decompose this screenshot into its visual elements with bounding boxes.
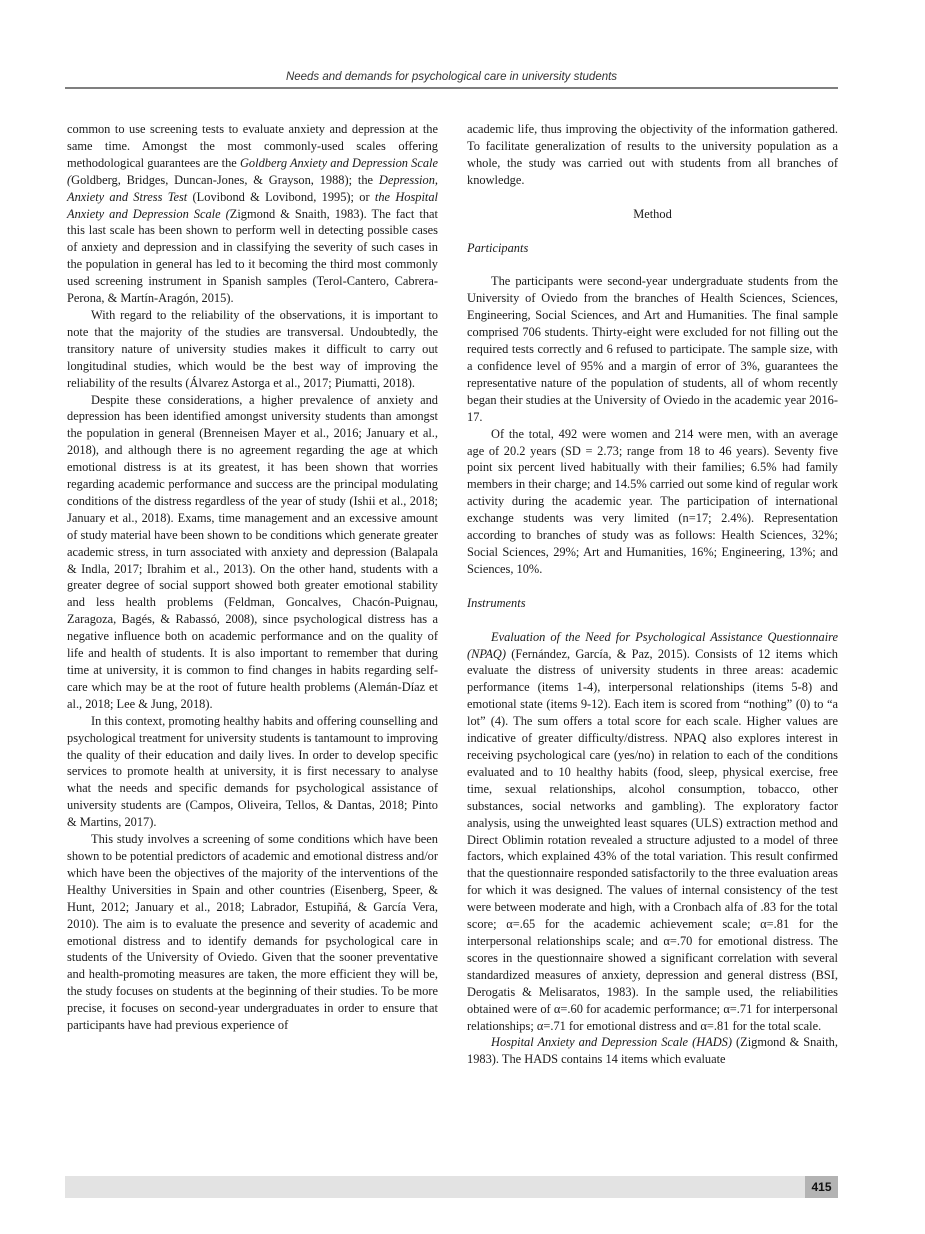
page-number: 415 — [805, 1176, 838, 1198]
paragraph: This study involves a screening of some conditions which have been shown to be potential predictors of academic and emotional distress and/or which have been the objectives of the majority of the interventions of the Healthy Universities in Spain and other countries (Eisenberg, Speer, & Hunt, 2012; January et al., 2018; Labrador, Estupiñá, & García Vera, 2010). The aim is to evaluate the presence and severity of academic and emotional distress and to identify demands for psychological care in students of the University of Oviedo. Given that the sooner preventative and health-promoting measures are taken, the more efficient they will be, the study focuses on students at the beginning of their studies. To be more precise, it focuses on second-year undergraduates in order to ensure that participants have had previous experience of — [67, 832, 438, 1033]
text-run: (Fernández, García, & Paz, 2015). Consists of 12 items which evaluate the distress of university students in three areas: academic performance (items 1-4), interpersonal relationships (items 5-8) and emotional state (items 9-12). Each item is scored from “nothing” (0) to “a lot” (4). The sum offers a total score for each scale. Higher values are indicative of greater difficulty/distress. NPAQ also explores interest in receiving psychological care (yes/no) in relation to each of the conditions evaluated and to 10 healthy habits (food, sleep, physical exercise, free time, sexual relationships, alcohol consumption, tobacco, other substances, social networks and gambling). The exploratory factor analysis, using the unweighted least squares (ULS) extraction method and Direct Oblimin rotation revealed a structure adjusted to a model of three factors, which explained 43% of the total variation. This result confirmed that the questionnaire responded satisfactorily to the three evaluation areas for which it was designed. The values of internal consistency of the test were between moderate and high, with a Cronbach alfa of .83 for the total score; α=.65 for the academic achievement scale; α=.81 for the interpersonal relationships scale; and α=.70 for emotional distress. The scores in the questionnaire showed a significant correlation with several standardized measures of anxiety, depression and general distress (BSI, Derogatis & Melisaratos, 1983). In the sample used, the reliabilities obtained were of α=.60 for academic performance; α=.71 for interpersonal relationships; α=.71 for emotional distress and α=.81 for the total scale. — [467, 646, 838, 1033]
paragraph: In this context, promoting healthy habits and offering counselling and psychological treatment for university students is tantamount to improving the quality of their education and daily lives. In order to develop specific services to promote health at university, it is first necessary to analyse what the needs and specific demands for psychological assistance of university students are (Campos, Oliveira, Tellos, & Dantas, 2018; Pinto & Martins, 2017). — [67, 713, 438, 830]
paragraph — [467, 1034, 838, 1068]
italic-scale-name: Depression, Anxiety and Stress Test — [67, 172, 438, 204]
paragraph — [67, 121, 438, 307]
paragraph: Of the total, 492 were women and 214 were men, with an average age of 20.2 years (SD = 2.73; range from 18 to 46 years). Seventy five point six percent lived habitually with their families; 6.5% had family members in their charge; and 14.5% carried out some kind of regular work activity during the academic year. The participation of international exchange students was very limited (n=17; 2.4%). Representation according to branches of study was as follows: Health Sciences, 32%; Social Sciences, 29%; Art and Humanities, 16%; Engineering, 13%; and Sciences, 10%. — [467, 426, 838, 576]
section-heading-method: Method — [633, 206, 672, 221]
text-run: common to use screening tests to evaluate anxiety and depression at the same time. Amongst the most commonly-used scales offering methodological guarantees are the — [67, 122, 438, 170]
italic-scale-name: the Hospital Anxiety and Depression Scale ( — [67, 189, 438, 221]
paragraph: With regard to the reliability of the observations, it is important to note that the majority of the studies are transversal. Undoubtedly, the transitory nature of university studies makes it difficult to carry out longitudinal studies, which would be the best way of improving the reliability of the results (Álvarez Astorga et al., 2017; Piumatti, 2018). — [67, 307, 438, 390]
text-run: Zigmond & Snaith, 1983). The fact that this last scale has been shown to perform well in detecting possible cases of anxiety and depression and in classifying the severity of such cases in the population in general has led to it becoming the third most commonly used screening instrument in Spanish samples (Terol-Cantero, Cabrera-Perona, & Martín-Aragón, 2015). — [67, 206, 438, 306]
text-run: (Lovibond & Lovibond, 1995); or — [187, 189, 375, 204]
text-run: Goldberg, Bridges, Duncan-Jones, & Grayson, 1988); the — [71, 172, 379, 187]
subheading-instruments: Instruments — [467, 595, 526, 610]
spacer — [467, 256, 838, 273]
italic-scale-name: Goldberg Anxiety and Depression Scale ( — [67, 155, 438, 187]
header-rule — [65, 87, 838, 89]
spacer — [467, 578, 838, 595]
paragraph: academic life, thus improving the objectivity of the information gathered. To facilitate generalization of results to the university population as a whole, the study was carried out with students from all branches of knowledge. — [467, 122, 838, 187]
spacer — [467, 612, 838, 629]
paragraph: Despite these considerations, a higher prevalence of anxiety and depression has been identified amongst university students than amongst the population in general (Brenneisen Mayer et al., 2016; January et al., 2018), and although there is no agreement regarding the age at which emotional distress is at its greatest, it has been shown that worries regarding academic performance and success are the principal modulating conditions of the distress regardless of the year of study (Ishii et al., 2018; January et al., 2018). Exams, time management and an excessive amount of study material have been shown to be conditions which generate greater academic stress, in turn associated with anxiety and depression (Balapala & Indla, 2017; Ibrahim et al., 2013). On the other hand, students with a greater degree of social support showed both greater emotional stability and less health problems (Feldman, Goncalves, Chacón-Puignau, Zaragoza, Bagés, & Rabassó, 2008), since psychological distress has a negative influence both on academic performance and on the quality of life and health of students. It is also important to remember that during time at university, it is common to find changes in habits regarding self-care which may be at the root of future health problems (Alemán-Díaz et al., 2018; Lee & Jung, 2018). — [67, 392, 438, 711]
spacer — [467, 189, 838, 206]
running-title: Needs and demands for psychological care in university students — [285, 71, 618, 83]
subheading-participants: Participants — [467, 240, 529, 255]
paragraph: The participants were second-year undergraduate students from the University of Oviedo from the branches of Health Sciences, Sciences, Engineering, Social Sciences, and Art and Humanities. The final sample comprised 706 students. Thirty-eight were excluded for not filling out the required tests correctly and 6 refused to participate. The sample size, with a confidence level of 95% and a margin of error of 3%, guarantees the representative nature of the population of students, all of whom recently began their studies at the University of Oviedo in the academic year 2016-17. — [467, 274, 838, 424]
spacer — [467, 223, 838, 240]
left-column — [67, 121, 438, 1034]
footer-bar — [65, 1176, 838, 1198]
text-run: (Zigmond & Snaith, 1983). The HADS contains 14 items which evaluate — [467, 1035, 838, 1067]
italic-instrument-name: Evaluation of the Need for Psychological Assistance Questionnaire (NPAQ) — [467, 629, 838, 661]
right-column — [467, 121, 838, 1068]
italic-instrument-name: Hospital Anxiety and Depression Scale (HADS) — [491, 1035, 732, 1050]
paragraph — [467, 629, 838, 1035]
